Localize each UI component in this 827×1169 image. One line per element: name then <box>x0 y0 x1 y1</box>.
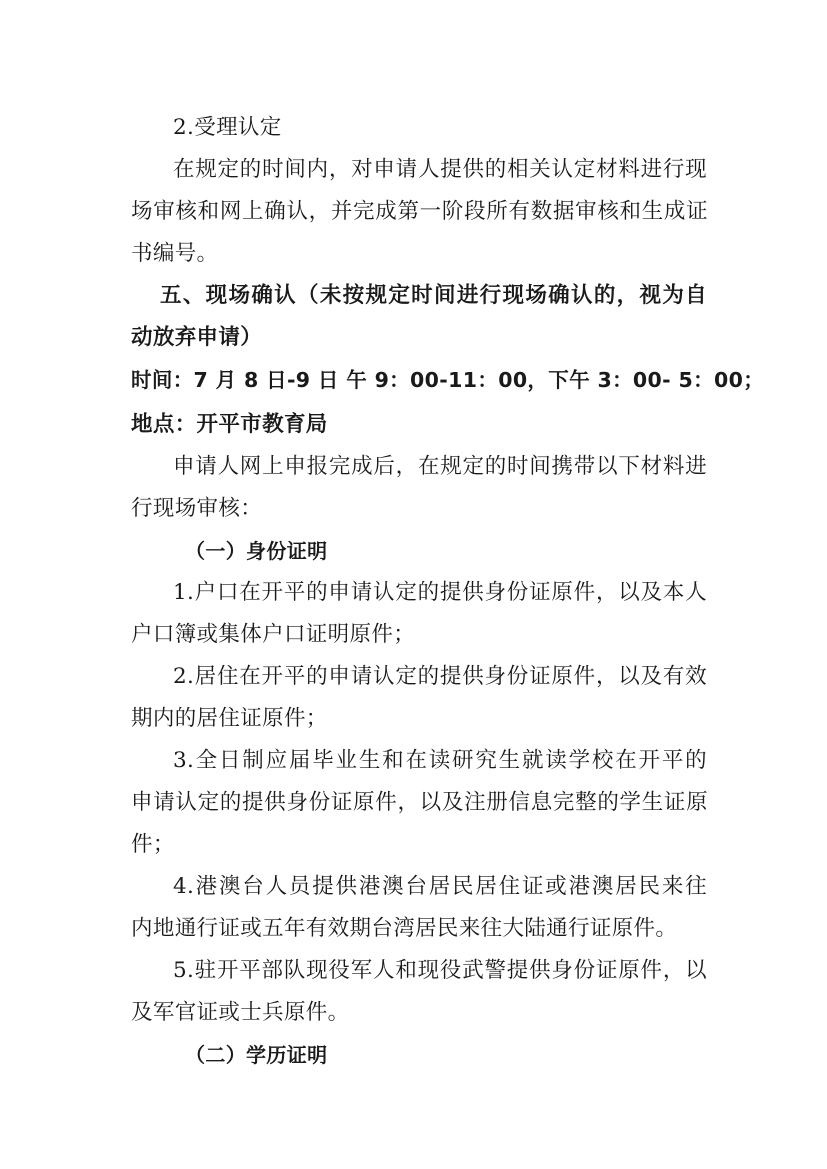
section-2-heading: 2.受理认定 <box>173 115 282 140</box>
identity-item-3-line-1: 3.全日制应届毕业生和在读研究生就读学校在开平的 <box>173 748 707 773</box>
section-2-para-line-3: 书编号。 <box>131 241 219 266</box>
section-5-heading-line-1: 五、现场确认（未按规定时间进行现场确认的，视为自 <box>160 283 707 308</box>
identity-item-1-line-1: 1.户口在开平的申请认定的提供身份证原件，以及本人 <box>173 580 707 605</box>
identity-item-4-line-1: 4.港澳台人员提供港澳台居民居住证或港澳居民来往 <box>173 874 707 899</box>
identity-heading: （一）身份证明 <box>185 539 328 563</box>
confirm-place: 地点：开平市教育局 <box>131 412 328 437</box>
identity-item-1-line-2: 户口簿或集体户口证明原件； <box>131 622 416 647</box>
identity-item-5-line-1: 5.驻开平部队现役军人和现役武警提供身份证原件，以 <box>173 958 707 983</box>
identity-item-3-line-2: 申请认定的提供身份证原件，以及注册信息完整的学生证原 <box>131 790 708 815</box>
confirm-time: 时间：7 月 8 日-9 日 午 9：00-11：00，下午 3：00- 5：00； <box>131 368 765 392</box>
section-2-para-line-1: 在规定的时间内，对申请人提供的相关认定材料进行现 <box>173 157 707 182</box>
identity-item-3-line-3: 件； <box>131 832 175 857</box>
identity-item-2-line-1: 2.居住在开平的申请认定的提供身份证原件，以及有效 <box>173 664 707 689</box>
section-2-para-line-2: 场审核和网上确认，并完成第一阶段所有数据审核和生成证 <box>131 199 708 224</box>
education-heading: （二）学历证明 <box>185 1043 328 1067</box>
section-5-intro-line-1: 申请人网上申报完成后，在规定的时间携带以下材料进 <box>173 454 707 479</box>
identity-item-4-line-2: 内地通行证或五年有效期台湾居民来往大陆通行证原件。 <box>131 916 678 941</box>
identity-item-2-line-2: 期内的居住证原件； <box>131 706 328 731</box>
identity-item-5-line-2: 及军官证或士兵原件。 <box>131 1000 350 1025</box>
section-5-heading-line-2: 动放弃申请） <box>131 325 263 350</box>
section-5-intro-line-2: 行现场审核： <box>131 496 263 521</box>
